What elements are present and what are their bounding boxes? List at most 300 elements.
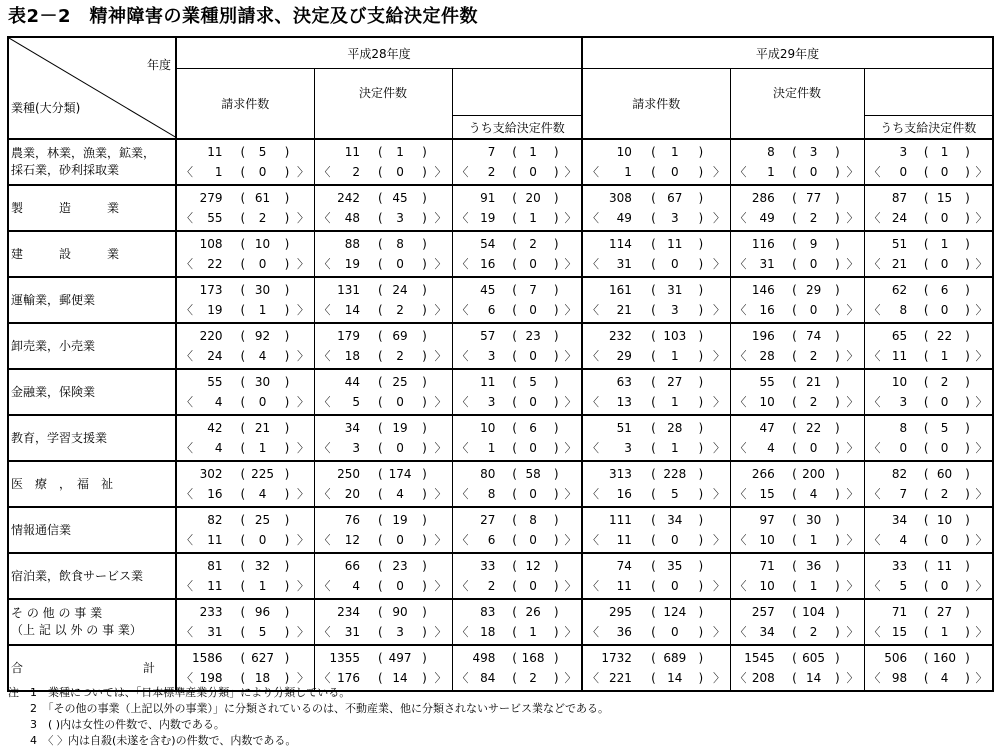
count-suicide: 1	[624, 165, 632, 179]
paren-open: (	[651, 165, 656, 179]
paren-open: (	[651, 303, 656, 317]
paren-open: (	[651, 559, 656, 573]
paren-open: (	[377, 329, 383, 343]
count-suicide: 198	[199, 671, 223, 685]
count-suicide: 221	[608, 671, 632, 685]
paren-open: (	[792, 421, 797, 435]
data-cell	[864, 277, 993, 323]
count-total: 220	[199, 329, 223, 343]
angle-open: 〈	[181, 211, 194, 225]
paren-close: )	[965, 487, 970, 501]
paren-close: )	[284, 283, 290, 297]
paren-open: (	[240, 375, 246, 389]
count-female: 92	[254, 329, 271, 343]
paren-close: )	[284, 395, 290, 409]
count-suicide-female: 0	[396, 579, 404, 593]
paren-close: )	[965, 145, 970, 159]
count-total: 179	[337, 329, 361, 343]
paren-open: (	[792, 651, 797, 665]
paren-open: (	[512, 671, 517, 685]
paren-open: (	[923, 375, 929, 389]
claims-table	[7, 36, 994, 692]
data-cell	[582, 645, 730, 691]
count-suicide: 6	[487, 303, 496, 317]
data-cell	[864, 553, 993, 599]
paren-open: (	[792, 467, 797, 481]
angle-close: 〉	[713, 533, 726, 547]
paren-open: (	[651, 145, 656, 159]
paren-open: (	[923, 559, 929, 573]
col-header-claims-h29: 請求件数	[582, 69, 730, 140]
data-cell	[864, 231, 993, 277]
data-cell	[452, 185, 582, 231]
paren-open: (	[377, 165, 383, 179]
paren-close: )	[553, 421, 559, 435]
paren-close: )	[422, 651, 427, 665]
count-suicide-female: 0	[529, 349, 537, 363]
table-row	[8, 277, 993, 323]
paren-close: )	[965, 165, 970, 179]
table-row	[8, 139, 993, 185]
count-suicide-female: 2	[809, 211, 818, 225]
count-total: 47	[759, 421, 775, 435]
paren-close: )	[835, 467, 840, 481]
count-suicide: 18	[480, 625, 496, 639]
count-suicide-female: 0	[940, 211, 949, 225]
angle-close: 〉	[975, 441, 988, 455]
angle-open: 〈	[181, 303, 194, 317]
paren-close: )	[422, 533, 427, 547]
corner-year-label: 年度	[146, 58, 171, 72]
data-cell	[864, 461, 993, 507]
table-row	[8, 415, 993, 461]
count-female: 27	[936, 605, 953, 619]
industry-name	[8, 323, 176, 369]
paren-close: )	[698, 513, 704, 527]
paren-close: )	[422, 671, 427, 685]
count-female: 21	[254, 421, 271, 435]
count-suicide: 16	[616, 487, 632, 501]
count-total: 111	[608, 513, 632, 527]
paren-close: )	[422, 211, 427, 225]
count-female: 21	[805, 375, 822, 389]
paren-open: (	[651, 257, 656, 271]
count-female: 1	[529, 145, 537, 159]
industry-name	[8, 461, 176, 507]
col-header-decisions-h29: 決定件数	[730, 69, 864, 116]
count-suicide-female: 0	[529, 165, 537, 179]
paren-open: (	[240, 257, 246, 271]
paren-close: )	[965, 579, 970, 593]
note-2: 2 「その他の事業（上記以外の事業）」に分類されているのは、不動産業、他に分類されないサービス業などである。	[8, 702, 609, 715]
count-female: 11	[936, 559, 953, 573]
angle-close: 〉	[846, 349, 859, 363]
count-total: 83	[480, 605, 496, 619]
count-total: 313	[608, 467, 632, 481]
data-cell	[452, 507, 582, 553]
angle-open: 〈	[318, 441, 331, 455]
count-female: 3	[809, 145, 818, 159]
industry-name-line: 金融業，保険業	[11, 384, 96, 399]
paren-open: (	[377, 421, 383, 435]
paren-open: (	[792, 165, 797, 179]
angle-open: 〈	[734, 349, 747, 363]
paren-close: )	[422, 283, 427, 297]
count-female: 24	[392, 283, 408, 297]
angle-open: 〈	[456, 303, 469, 317]
angle-close: 〉	[975, 579, 988, 593]
count-total: 108	[199, 237, 223, 251]
angle-close: 〉	[434, 579, 447, 593]
data-cell	[730, 645, 864, 691]
count-total: 55	[207, 375, 223, 389]
count-suicide-female: 14	[392, 671, 408, 685]
paren-open: (	[240, 625, 246, 639]
data-cell	[452, 277, 582, 323]
paren-close: )	[553, 671, 559, 685]
count-suicide: 0	[899, 165, 908, 179]
table-title: 表2－2 精神障害の業種別請求、決定及び支給決定件数	[8, 6, 479, 27]
corner-industry-label: 業種(大分類)	[11, 101, 81, 115]
paren-open: (	[512, 165, 517, 179]
paren-open: (	[792, 237, 797, 251]
paren-open: (	[377, 375, 383, 389]
count-suicide-female: 1	[258, 303, 267, 317]
count-female: 23	[392, 559, 408, 573]
angle-close: 〉	[713, 349, 726, 363]
count-suicide: 19	[344, 257, 361, 271]
count-female: 61	[254, 191, 271, 205]
count-suicide: 18	[344, 349, 361, 363]
data-cell	[452, 415, 582, 461]
paren-close: )	[284, 559, 290, 573]
paren-close: )	[284, 145, 290, 159]
paren-close: )	[422, 375, 427, 389]
angle-close: 〉	[975, 257, 988, 271]
paren-open: (	[512, 579, 517, 593]
angle-open: 〈	[587, 211, 600, 225]
angle-close: 〉	[434, 303, 447, 317]
paren-open: (	[651, 329, 656, 343]
data-cell	[452, 369, 582, 415]
angle-open: 〈	[868, 579, 881, 593]
paren-open: (	[651, 625, 656, 639]
paren-open: (	[240, 651, 246, 665]
count-female: 168	[521, 651, 545, 665]
paren-close: )	[553, 349, 559, 363]
paren-open: (	[651, 671, 656, 685]
paren-close: )	[553, 513, 559, 527]
count-female: 8	[529, 513, 537, 527]
paren-open: (	[923, 441, 929, 455]
angle-close: 〉	[975, 211, 988, 225]
count-total: 42	[207, 421, 223, 435]
count-total: 27	[480, 513, 496, 527]
paren-open: (	[377, 283, 383, 297]
industry-name	[8, 185, 176, 231]
table-row	[8, 553, 993, 599]
paren-close: )	[965, 559, 970, 573]
count-female: 8	[396, 237, 404, 251]
paren-open: (	[792, 211, 797, 225]
paren-open: (	[792, 441, 797, 455]
count-female: 69	[392, 329, 408, 343]
angle-open: 〈	[181, 395, 194, 409]
count-suicide: 7	[899, 487, 908, 501]
paren-open: (	[377, 145, 383, 159]
count-total: 8	[767, 145, 775, 159]
count-suicide: 29	[616, 349, 632, 363]
angle-open: 〈	[868, 671, 881, 685]
count-suicide-female: 0	[529, 579, 537, 593]
angle-open: 〈	[868, 349, 881, 363]
angle-open: 〈	[868, 625, 881, 639]
count-total: 54	[480, 237, 496, 251]
table-row	[8, 185, 993, 231]
angle-close: 〉	[297, 441, 310, 455]
angle-close: 〉	[434, 625, 447, 639]
industry-name-line: 宿泊業，飲食サービス業	[11, 568, 144, 583]
paren-close: )	[422, 329, 427, 343]
paren-close: )	[284, 421, 290, 435]
angle-close: 〉	[846, 441, 859, 455]
count-suicide: 31	[207, 625, 223, 639]
paren-close: )	[422, 421, 427, 435]
paren-open: (	[923, 329, 929, 343]
data-cell	[730, 553, 864, 599]
paren-open: (	[240, 533, 246, 547]
paren-close: )	[965, 513, 970, 527]
paren-open: (	[377, 559, 383, 573]
paren-close: )	[835, 257, 840, 271]
count-suicide: 16	[480, 257, 496, 271]
paren-close: )	[284, 579, 290, 593]
count-total: 97	[759, 513, 775, 527]
paren-close: )	[698, 395, 704, 409]
paren-close: )	[284, 605, 290, 619]
data-cell	[314, 599, 452, 645]
count-suicide: 34	[759, 625, 775, 639]
count-suicide: 2	[352, 165, 361, 179]
industry-name	[8, 277, 176, 323]
paren-open: (	[512, 375, 517, 389]
paren-open: (	[651, 237, 656, 251]
count-suicide: 11	[891, 349, 908, 363]
count-suicide: 31	[759, 257, 775, 271]
paren-close: )	[284, 329, 290, 343]
industry-name-line: （上 記 以 外 の 事 業）	[11, 623, 142, 637]
industry-name	[8, 599, 176, 645]
paren-close: )	[965, 211, 970, 225]
count-suicide-female: 0	[396, 441, 404, 455]
paren-close: )	[553, 165, 559, 179]
paren-open: (	[923, 165, 929, 179]
paren-close: )	[835, 349, 840, 363]
angle-open: 〈	[868, 211, 881, 225]
count-total: 65	[891, 329, 908, 343]
paren-close: )	[835, 191, 840, 205]
paren-open: (	[240, 237, 246, 251]
angle-close: 〉	[297, 625, 310, 639]
paren-close: )	[698, 467, 704, 481]
angle-close: 〉	[564, 441, 577, 455]
count-female: 5	[940, 421, 949, 435]
count-suicide-female: 1	[809, 579, 818, 593]
count-total: 63	[616, 375, 632, 389]
industry-name-line: 情報通信業	[11, 522, 72, 537]
paren-open: (	[377, 625, 383, 639]
count-suicide: 11	[207, 579, 223, 593]
paren-close: )	[835, 211, 840, 225]
paren-close: )	[553, 487, 559, 501]
data-cell	[582, 507, 730, 553]
count-total: 234	[337, 605, 361, 619]
count-suicide-female: 0	[809, 165, 818, 179]
paren-close: )	[698, 671, 704, 685]
corner-header	[8, 37, 176, 139]
count-total: 196	[751, 329, 775, 343]
paren-open: (	[377, 651, 383, 665]
count-total: 242	[337, 191, 361, 205]
count-suicide-female: 1	[258, 579, 267, 593]
data-cell	[452, 231, 582, 277]
count-total: 308	[608, 191, 632, 205]
count-total: 233	[199, 605, 223, 619]
angle-close: 〉	[975, 533, 988, 547]
paren-close: )	[422, 467, 427, 481]
paren-open: (	[240, 605, 246, 619]
count-suicide-female: 0	[670, 579, 679, 593]
count-total: 173	[199, 283, 223, 297]
angle-close: 〉	[975, 349, 988, 363]
data-cell	[452, 461, 582, 507]
count-total: 74	[616, 559, 632, 573]
angle-open: 〈	[318, 257, 331, 271]
count-suicide: 1	[214, 165, 223, 179]
count-female: 19	[392, 421, 408, 435]
data-cell	[864, 645, 993, 691]
paren-open: (	[792, 257, 797, 271]
paren-close: )	[835, 651, 840, 665]
count-suicide-female: 4	[809, 487, 818, 501]
count-suicide: 21	[891, 257, 908, 271]
angle-close: 〉	[564, 257, 577, 271]
paren-close: )	[965, 349, 970, 363]
paren-open: (	[923, 257, 929, 271]
data-cell	[314, 185, 452, 231]
angle-open: 〈	[734, 671, 747, 685]
note-1: 注 1 業種については、「日本標準産業分類」により分類している。	[8, 686, 351, 699]
paren-close: )	[698, 487, 704, 501]
count-suicide-female: 0	[258, 533, 267, 547]
angle-close: 〉	[713, 625, 726, 639]
count-total: 88	[344, 237, 361, 251]
paren-close: )	[965, 191, 970, 205]
data-cell	[314, 231, 452, 277]
angle-open: 〈	[587, 165, 600, 179]
angle-open: 〈	[318, 487, 331, 501]
count-suicide-female: 1	[940, 625, 949, 639]
angle-open: 〈	[456, 579, 469, 593]
count-female: 104	[802, 605, 826, 619]
count-suicide-female: 1	[670, 441, 679, 455]
paren-close: )	[698, 349, 704, 363]
paren-open: (	[377, 533, 383, 547]
count-suicide-female: 1	[670, 349, 679, 363]
count-suicide-female: 4	[258, 349, 267, 363]
data-cell	[730, 507, 864, 553]
paren-open: (	[240, 513, 246, 527]
angle-close: 〉	[297, 395, 310, 409]
paren-close: )	[553, 303, 559, 317]
angle-open: 〈	[456, 441, 469, 455]
paren-close: )	[965, 303, 970, 317]
data-cell	[730, 369, 864, 415]
paren-open: (	[240, 579, 246, 593]
count-suicide-female: 5	[670, 487, 679, 501]
paren-close: )	[422, 513, 427, 527]
paren-open: (	[377, 395, 383, 409]
industry-name	[8, 139, 176, 185]
angle-open: 〈	[734, 533, 747, 547]
paren-close: )	[835, 329, 840, 343]
paren-close: )	[422, 191, 427, 205]
paren-open: (	[512, 257, 517, 271]
angle-close: 〉	[434, 165, 447, 179]
industry-name	[8, 415, 176, 461]
count-female: 77	[805, 191, 822, 205]
count-female: 1	[670, 145, 679, 159]
angle-open: 〈	[456, 395, 469, 409]
count-total: 131	[337, 283, 361, 297]
count-suicide-female: 3	[396, 211, 404, 225]
count-total: 44	[344, 375, 361, 389]
count-suicide-female: 1	[258, 441, 267, 455]
paren-open: (	[512, 395, 517, 409]
count-suicide-female: 0	[670, 533, 679, 547]
paren-close: )	[422, 165, 427, 179]
data-cell	[452, 553, 582, 599]
paren-close: )	[698, 211, 704, 225]
paren-open: (	[923, 625, 929, 639]
paren-open: (	[240, 487, 246, 501]
count-suicide: 15	[759, 487, 775, 501]
count-total: 266	[751, 467, 775, 481]
data-cell	[864, 507, 993, 553]
paren-open: (	[377, 513, 383, 527]
paren-close: )	[284, 237, 290, 251]
paren-open: (	[512, 513, 517, 527]
paren-open: (	[512, 237, 517, 251]
paren-close: )	[698, 375, 704, 389]
paren-close: )	[422, 487, 427, 501]
angle-close: 〉	[713, 487, 726, 501]
paren-open: (	[792, 513, 797, 527]
paren-close: )	[422, 441, 427, 455]
count-total: 1586	[191, 651, 223, 665]
data-cell	[864, 185, 993, 231]
paren-close: )	[422, 349, 427, 363]
count-suicide: 48	[344, 211, 361, 225]
angle-close: 〉	[846, 579, 859, 593]
count-suicide-female: 0	[940, 303, 949, 317]
angle-open: 〈	[181, 257, 194, 271]
paren-close: )	[835, 441, 840, 455]
year-header-h29: 平成29年度	[582, 37, 993, 69]
angle-close: 〉	[713, 211, 726, 225]
industry-name-line: 農業，林業，漁業，鉱業，	[11, 146, 156, 160]
industry-name-line: 運輸業，郵便業	[11, 292, 96, 307]
